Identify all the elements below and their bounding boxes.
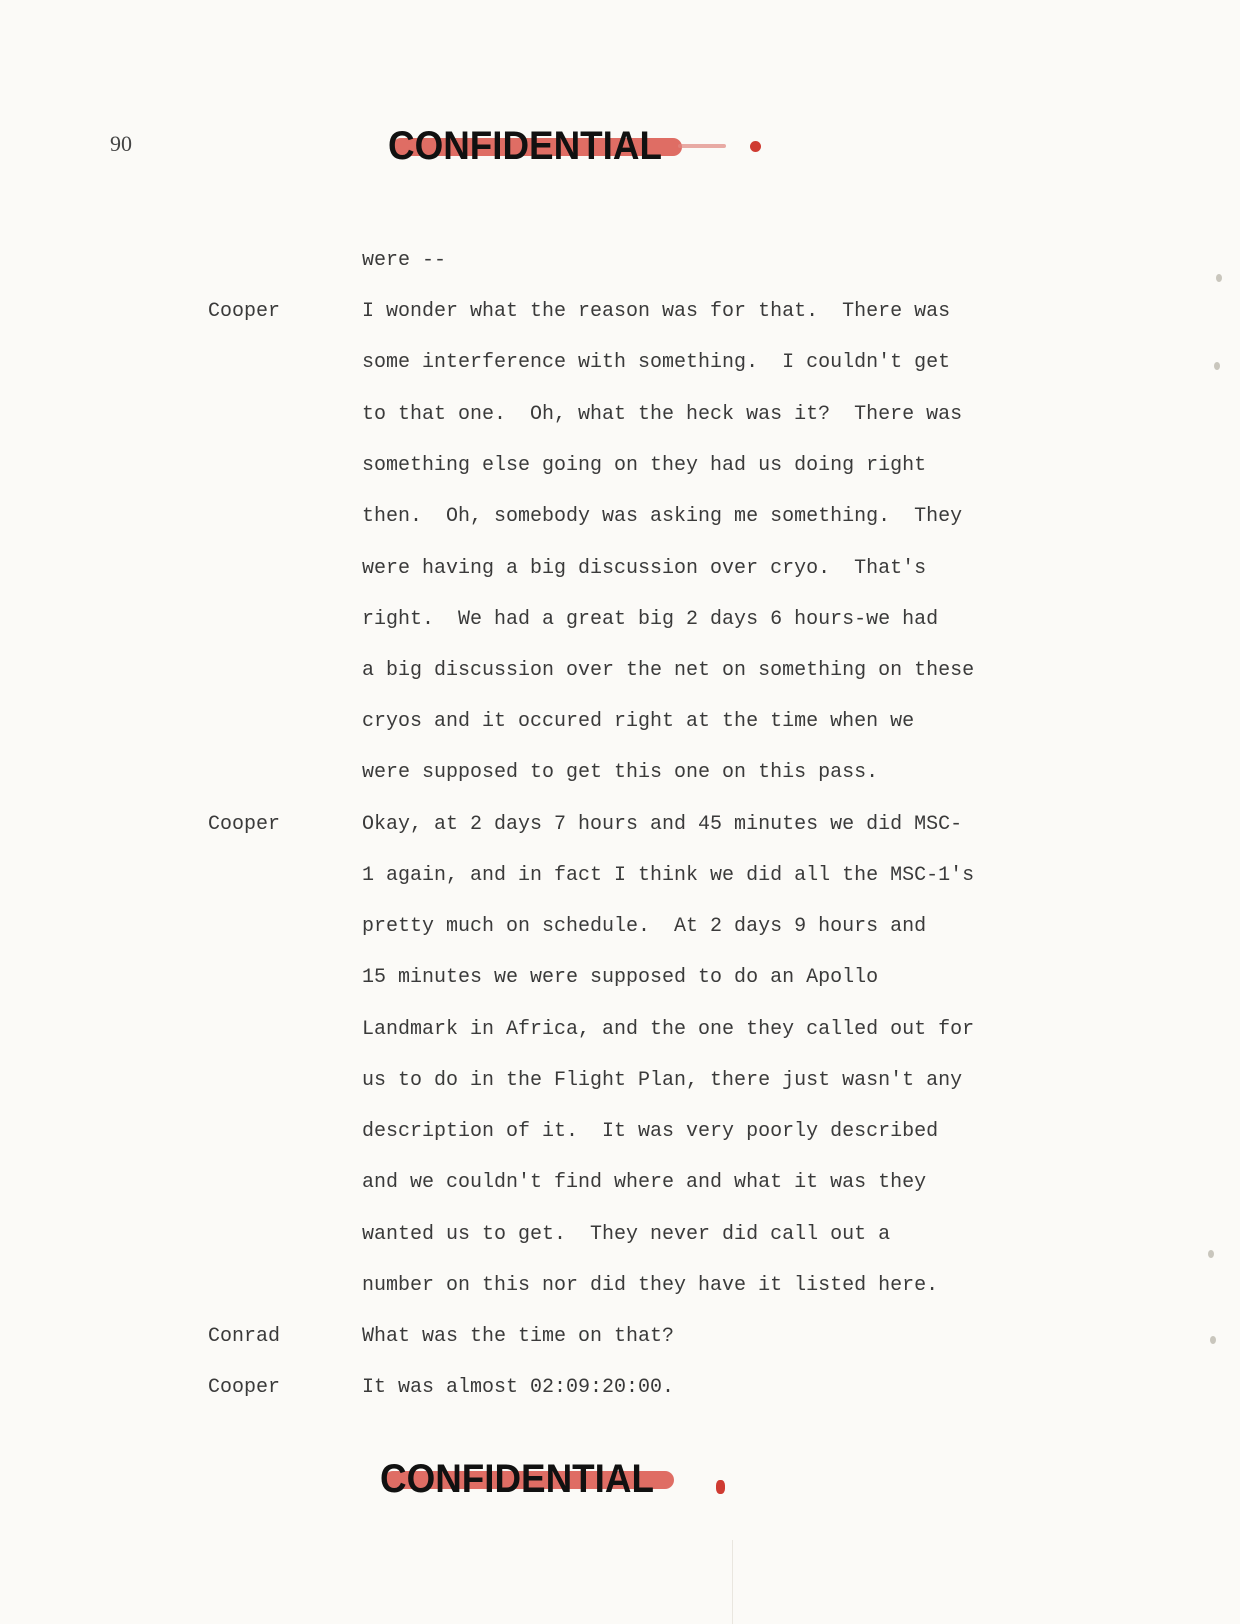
line-text: Landmark in Africa, and the one they called out for [362, 1018, 975, 1041]
transcript-line [0, 707, 1240, 737]
line-text: Okay, at 2 days 7 hours and 45 minutes we did MSC- [362, 813, 963, 836]
confidential-label: CONFIDENTIAL [388, 124, 662, 168]
transcript-line [0, 1373, 1240, 1403]
transcript-line [0, 348, 1240, 378]
transcript-line [0, 1015, 1240, 1045]
line-text: wanted us to get. They never did call out a [362, 1223, 891, 1246]
line-text: It was almost 02:09:20:00. [362, 1376, 675, 1399]
transcript-line [0, 400, 1240, 430]
paper-speck [1216, 274, 1222, 282]
transcript-line [0, 963, 1240, 993]
transcript-line [0, 1117, 1240, 1147]
line-text: pretty much on schedule. At 2 days 9 hours and [362, 915, 927, 938]
line-text: and we couldn't find where and what it was they [362, 1171, 927, 1194]
transcript-line [0, 656, 1240, 686]
line-text: 15 minutes we were supposed to do an Apollo [362, 966, 879, 989]
transcript-line [0, 1066, 1240, 1096]
line-text: to that one. Oh, what the heck was it? There was [362, 403, 963, 426]
line-text: were having a big discussion over cryo. That's [362, 557, 927, 580]
transcript-line [0, 861, 1240, 891]
paper-speck [1214, 362, 1220, 370]
transcript-line [0, 1220, 1240, 1250]
transcript-line [0, 605, 1240, 635]
line-text: then. Oh, somebody was asking me something. They [362, 505, 963, 528]
line-text: number on this nor did they have it listed here. [362, 1274, 939, 1297]
line-text: some interference with something. I couldn't get [362, 351, 951, 374]
transcript-line [0, 912, 1240, 942]
transcript-line [0, 554, 1240, 584]
transcript-line [0, 1271, 1240, 1301]
page-number: 90 [110, 131, 132, 156]
paper-speck [1210, 1336, 1216, 1344]
transcript-line [0, 297, 1240, 327]
confidential-label: CONFIDENTIAL [380, 1457, 654, 1501]
speaker-name: Conrad [208, 1325, 281, 1348]
line-text: us to do in the Flight Plan, there just wasn't any [362, 1069, 963, 1092]
speaker-name: Cooper [208, 1376, 281, 1399]
line-text: something else going on they had us doing right [362, 454, 927, 477]
red-stamp-dot [750, 141, 761, 152]
line-text: 1 again, and in fact I think we did all the MSC-1's [362, 864, 975, 887]
speaker-name: Cooper [208, 813, 281, 836]
line-text: I wonder what the reason was for that. There was [362, 300, 951, 323]
red-strike-tail [678, 144, 726, 148]
confidential-stamp-footer [380, 1453, 760, 1505]
paper-fold-line [732, 1540, 733, 1624]
paper-speck [1208, 1250, 1214, 1258]
line-text: a big discussion over the net on something on these [362, 659, 975, 682]
speaker-name: Cooper [208, 300, 281, 323]
line-text: What was the time on that? [362, 1325, 675, 1348]
transcript-line [0, 246, 1240, 276]
confidential-stamp-header [388, 120, 768, 172]
red-stamp-dot [716, 1480, 725, 1494]
transcript-line [0, 1322, 1240, 1352]
transcript-line [0, 451, 1240, 481]
line-text: description of it. It was very poorly described [362, 1120, 939, 1143]
transcript-line [0, 1168, 1240, 1198]
transcript-line [0, 758, 1240, 788]
line-text: cryos and it occured right at the time when we [362, 710, 915, 733]
line-text: right. We had a great big 2 days 6 hours-we had [362, 608, 939, 631]
line-text: were supposed to get this one on this pass. [362, 761, 879, 784]
transcript-line [0, 502, 1240, 532]
transcript-line [0, 810, 1240, 840]
line-text: were -- [362, 249, 447, 272]
